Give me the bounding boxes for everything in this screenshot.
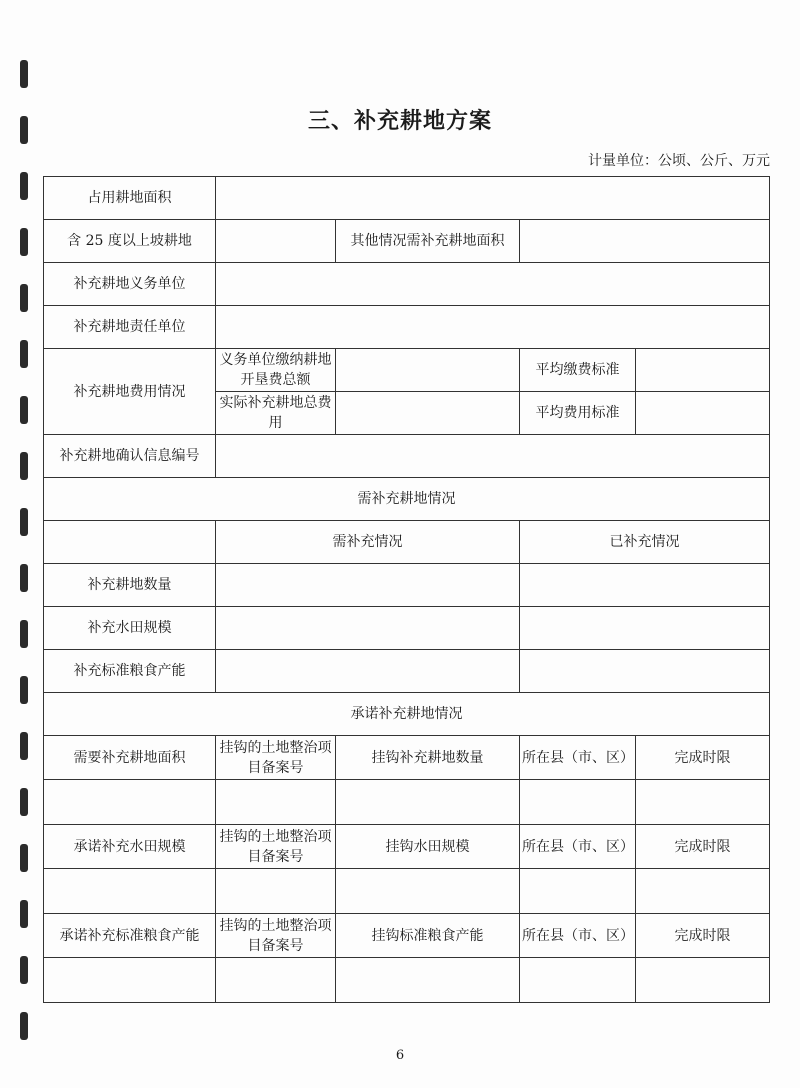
binding-hole (20, 396, 28, 424)
table-row (44, 220, 770, 263)
binding-hole (20, 284, 28, 312)
value-confirm-no[interactable] (216, 435, 770, 478)
value-quantity-done[interactable] (520, 564, 770, 607)
table-row (44, 521, 770, 564)
value-commit-grain[interactable] (44, 958, 216, 1003)
label-other-area: 其他情况需补充耕地面积 (336, 220, 520, 263)
table-row (44, 693, 770, 736)
section-title-need: 需补充耕地情况 (44, 478, 770, 521)
value-paddy-need[interactable] (216, 607, 520, 650)
label-paddy: 补充水田规模 (44, 607, 216, 650)
label-obligation-unit: 补充耕地义务单位 (44, 263, 216, 306)
table-row (44, 825, 770, 869)
value-grain-need[interactable] (216, 650, 520, 693)
value-commit-area[interactable] (44, 780, 216, 825)
table-row (44, 349, 770, 392)
value-paddy-done[interactable] (520, 607, 770, 650)
value-commit-paddy-deadline[interactable] (636, 869, 770, 914)
value-commit-paddy-project[interactable] (216, 869, 336, 914)
table-row (44, 607, 770, 650)
table-row (44, 914, 770, 958)
header-done: 已补充情况 (520, 521, 770, 564)
page-title: 三、补充耕地方案 (307, 108, 492, 134)
header-deadline: 完成时限 (636, 914, 770, 958)
table-row (44, 478, 770, 521)
header-empty (44, 521, 216, 564)
value-commit-grain-qty[interactable] (336, 958, 520, 1003)
value-slope-land[interactable] (216, 220, 336, 263)
label-avg-cost-standard: 平均费用标准 (520, 392, 636, 435)
label-grain: 补充标准粮食产能 (44, 650, 216, 693)
value-avg-fee-standard[interactable] (636, 349, 770, 392)
value-commit-paddy[interactable] (44, 869, 216, 914)
value-commit-grain-deadline[interactable] (636, 958, 770, 1003)
table-row (44, 263, 770, 306)
value-commit-paddy-qty[interactable] (336, 869, 520, 914)
table-row (44, 306, 770, 349)
label-occupied-area: 占用耕地面积 (44, 177, 216, 220)
table-row (44, 958, 770, 1003)
section-title-commit: 承诺补充耕地情况 (44, 693, 770, 736)
label-slope-land: 含 25 度以上坡耕地 (44, 220, 216, 263)
binding-hole (20, 60, 28, 88)
value-actual-cost[interactable] (336, 392, 520, 435)
table-row (44, 564, 770, 607)
header-need: 需补充情况 (216, 521, 520, 564)
header-project-no: 挂钩的土地整治项目备案号 (216, 914, 336, 958)
value-grain-done[interactable] (520, 650, 770, 693)
value-other-area[interactable] (520, 220, 770, 263)
value-fee-total[interactable] (336, 349, 520, 392)
header-deadline: 完成时限 (636, 736, 770, 780)
label-commit-grain: 承诺补充标准粮食产能 (44, 914, 216, 958)
binding-holes (20, 60, 32, 1070)
binding-hole (20, 508, 28, 536)
label-commit-area: 需要补充耕地面积 (44, 736, 216, 780)
header-county: 所在县（市、区） (520, 736, 636, 780)
binding-hole (20, 228, 28, 256)
header-project-no: 挂钩的土地整治项目备案号 (216, 825, 336, 869)
table-row (44, 869, 770, 914)
table-row (44, 780, 770, 825)
supplement-farmland-table (43, 176, 770, 1003)
header-county: 所在县（市、区） (520, 914, 636, 958)
binding-hole (20, 620, 28, 648)
binding-hole (20, 900, 28, 928)
table-row (44, 650, 770, 693)
value-commit-area-project[interactable] (216, 780, 336, 825)
value-commit-area-qty[interactable] (336, 780, 520, 825)
label-cost-situation: 补充耕地费用情况 (44, 349, 216, 435)
label-quantity: 补充耕地数量 (44, 564, 216, 607)
header-paddy-qty: 挂钩水田规模 (336, 825, 520, 869)
binding-hole (20, 844, 28, 872)
binding-hole (20, 1012, 28, 1040)
label-avg-fee-standard: 平均缴费标准 (520, 349, 636, 392)
value-commit-grain-county[interactable] (520, 958, 636, 1003)
binding-hole (20, 956, 28, 984)
label-fee-total: 义务单位缴纳耕地开垦费总额 (216, 349, 336, 392)
label-confirm-no: 补充耕地确认信息编号 (44, 435, 216, 478)
value-occupied-area[interactable] (216, 177, 770, 220)
unit-note: 计量单位：公顷、公斤、万元 (588, 153, 770, 169)
value-obligation-unit[interactable] (216, 263, 770, 306)
binding-hole (20, 732, 28, 760)
table-row (44, 435, 770, 478)
value-avg-cost-standard[interactable] (636, 392, 770, 435)
binding-hole (20, 452, 28, 480)
label-responsible-unit: 补充耕地责任单位 (44, 306, 216, 349)
value-commit-area-deadline[interactable] (636, 780, 770, 825)
value-commit-area-county[interactable] (520, 780, 636, 825)
value-commit-paddy-county[interactable] (520, 869, 636, 914)
value-responsible-unit[interactable] (216, 306, 770, 349)
header-deadline: 完成时限 (636, 825, 770, 869)
table-row (44, 177, 770, 220)
header-area-qty: 挂钩补充耕地数量 (336, 736, 520, 780)
binding-hole (20, 340, 28, 368)
value-commit-grain-project[interactable] (216, 958, 336, 1003)
header-grain-qty: 挂钩标准粮食产能 (336, 914, 520, 958)
table-row (44, 736, 770, 780)
binding-hole (20, 564, 28, 592)
value-quantity-need[interactable] (216, 564, 520, 607)
header-project-no: 挂钩的土地整治项目备案号 (216, 736, 336, 780)
header-county: 所在县（市、区） (520, 825, 636, 869)
label-actual-cost: 实际补充耕地总费用 (216, 392, 336, 435)
page-number: 6 (395, 1048, 405, 1063)
binding-hole (20, 676, 28, 704)
label-commit-paddy: 承诺补充水田规模 (44, 825, 216, 869)
binding-hole (20, 788, 28, 816)
binding-hole (20, 172, 28, 200)
